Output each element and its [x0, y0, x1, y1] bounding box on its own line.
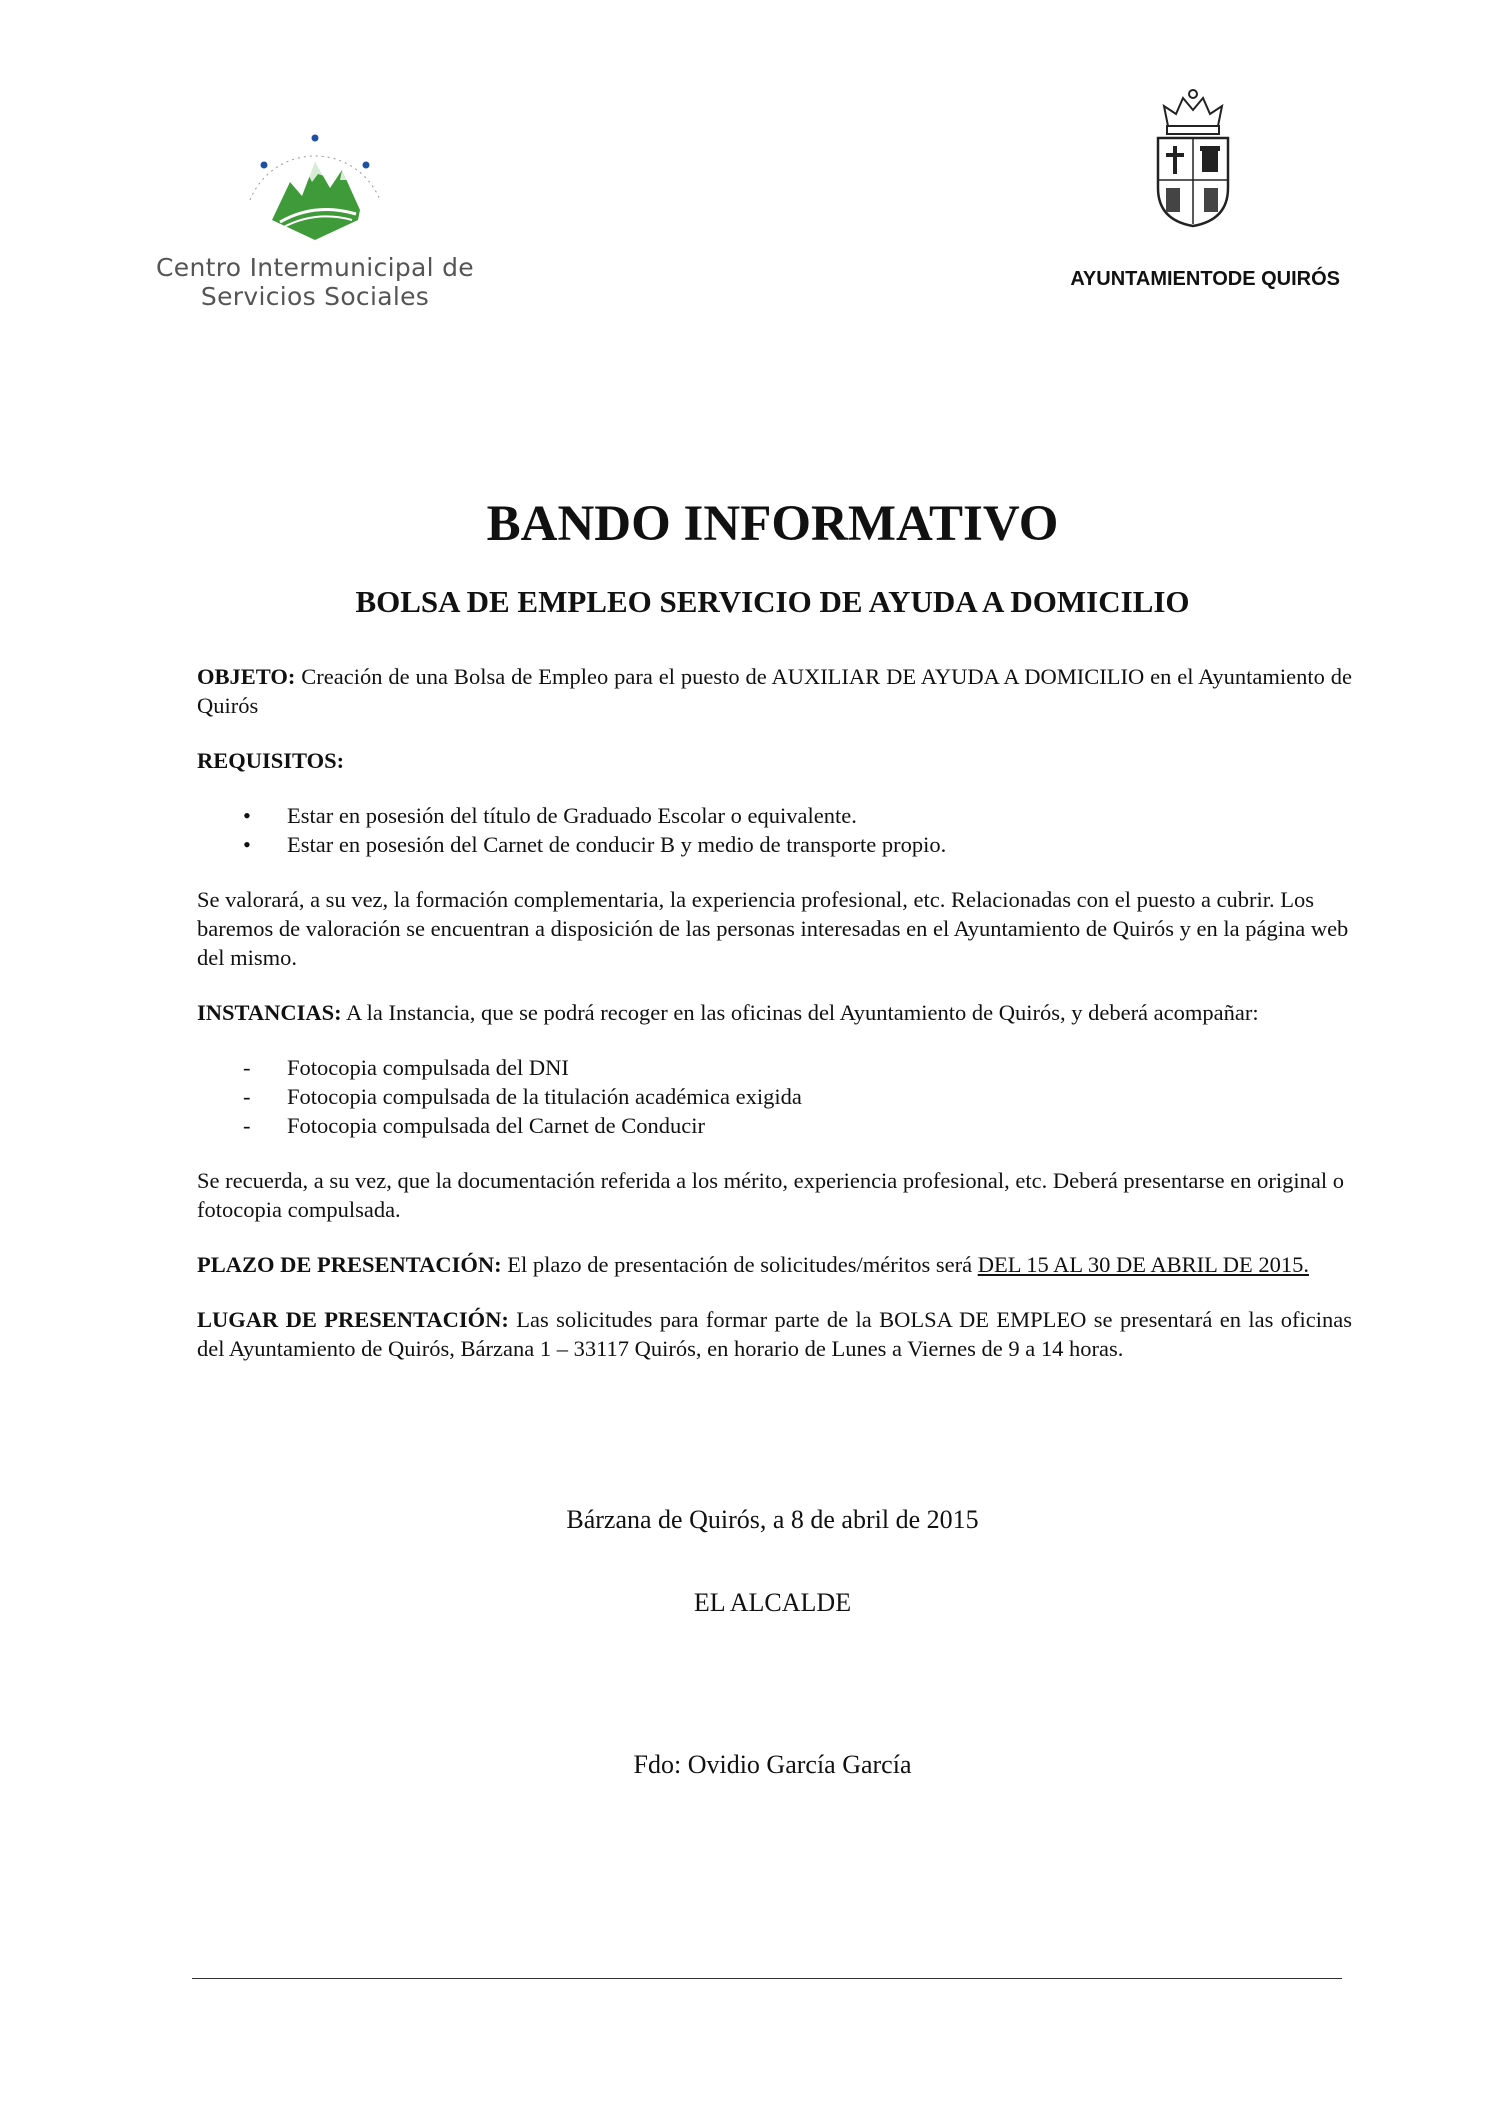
valoracion-paragraph: Se valorará, a su vez, la formación complementaria, la experiencia profesional, etc. Relacionadas con el puesto a cubrir. Los baremos de valoración se encuentran a disposición de las personas interesadas en el Ayuntamiento de Quirós y en la página web del mismo. [197, 887, 1349, 970]
logo-text-line2: Servicios Sociales [200, 282, 430, 311]
objeto-paragraph [197, 662, 1352, 720]
footer-divider [192, 1978, 1342, 1979]
lugar-text: Las solicitudes para formar parte de la BOLSA DE EMPLEO se presentará en las oficinas del Ayuntamiento de Quirós, Bárzana 1 – 33117 Quirós, en horario de Lunes a Viernes de 9 a 14 horas. [197, 1307, 1353, 1361]
social-services-logo [145, 110, 485, 310]
instancias-paragraph [197, 998, 1352, 1027]
list-item [197, 1082, 1352, 1111]
document-body [197, 662, 1352, 1389]
lugar-label: LUGAR DE PRESENTACIÓN: [197, 1307, 509, 1332]
bullet-icon: • [243, 803, 251, 828]
logo-text-line1: Centro Intermunicipal de [156, 253, 474, 282]
dash-icon: - [243, 1055, 251, 1080]
objeto-text: Creación de una Bolsa de Empleo para el puesto de AUXILIAR DE AYUDA A DOMICILIO en el Ayuntamiento de Quirós [197, 664, 1352, 718]
page-subtitle: BOLSA DE EMPLEO SERVICIO DE AYUDA A DOMICILIO [355, 584, 1190, 619]
plazo-label: PLAZO DE PRESENTACIÓN: [197, 1252, 502, 1277]
dash-icon: - [243, 1084, 251, 1109]
requisitos-list [197, 801, 1352, 859]
list-item [197, 1111, 1352, 1140]
town-hall-name: AYUNTAMIENTODE QUIRÓS [1070, 268, 1340, 290]
plazo-text: El plazo de presentación de solicitudes/méritos será [501, 1252, 978, 1277]
plazo-paragraph [197, 1250, 1352, 1279]
date-place-line: Bárzana de Quirós, a 8 de abril de 2015 [566, 1505, 979, 1534]
requisitos-heading: REQUISITOS: [197, 748, 345, 773]
instancias-text: A la Instancia, que se podrá recoger en las oficinas del Ayuntamiento de Quirós, y deberá acompañar: [341, 1000, 1259, 1025]
list-item [197, 801, 1352, 830]
mountain-logo-icon [220, 110, 410, 250]
documento-text: Fotocopia compulsada del Carnet de Conducir [287, 1113, 706, 1138]
recuerda-paragraph: Se recuerda, a su vez, que la documentación referida a los mérito, experiencia profesional, etc. Deberá presentarse en original o fotocopia compulsada. [197, 1168, 1344, 1222]
plazo-dates: DEL 15 AL 30 DE ABRIL DE 2015. [977, 1252, 1309, 1277]
list-item [197, 1053, 1352, 1082]
objeto-label: OBJETO: [197, 664, 296, 689]
bullet-icon: • [243, 832, 251, 857]
coat-of-arms-icon [1150, 88, 1236, 228]
list-item [197, 830, 1352, 859]
dash-icon: - [243, 1113, 251, 1138]
requisito-text: Estar en posesión del Carnet de conducir B y medio de transporte propio. [287, 832, 947, 857]
documento-text: Fotocopia compulsada de la titulación académica exigida [287, 1084, 802, 1109]
page-title: BANDO INFORMATIVO [486, 496, 1059, 552]
documento-text: Fotocopia compulsada del DNI [287, 1055, 569, 1080]
lugar-paragraph [197, 1305, 1352, 1363]
instancias-list [197, 1053, 1352, 1140]
signer-title: EL ALCALDE [693, 1588, 852, 1617]
instancias-label: INSTANCIAS: [197, 1000, 342, 1025]
signature-line: Fdo: Ovidio García García [633, 1750, 912, 1779]
requisito-text: Estar en posesión del título de Graduado Escolar o equivalente. [287, 803, 857, 828]
